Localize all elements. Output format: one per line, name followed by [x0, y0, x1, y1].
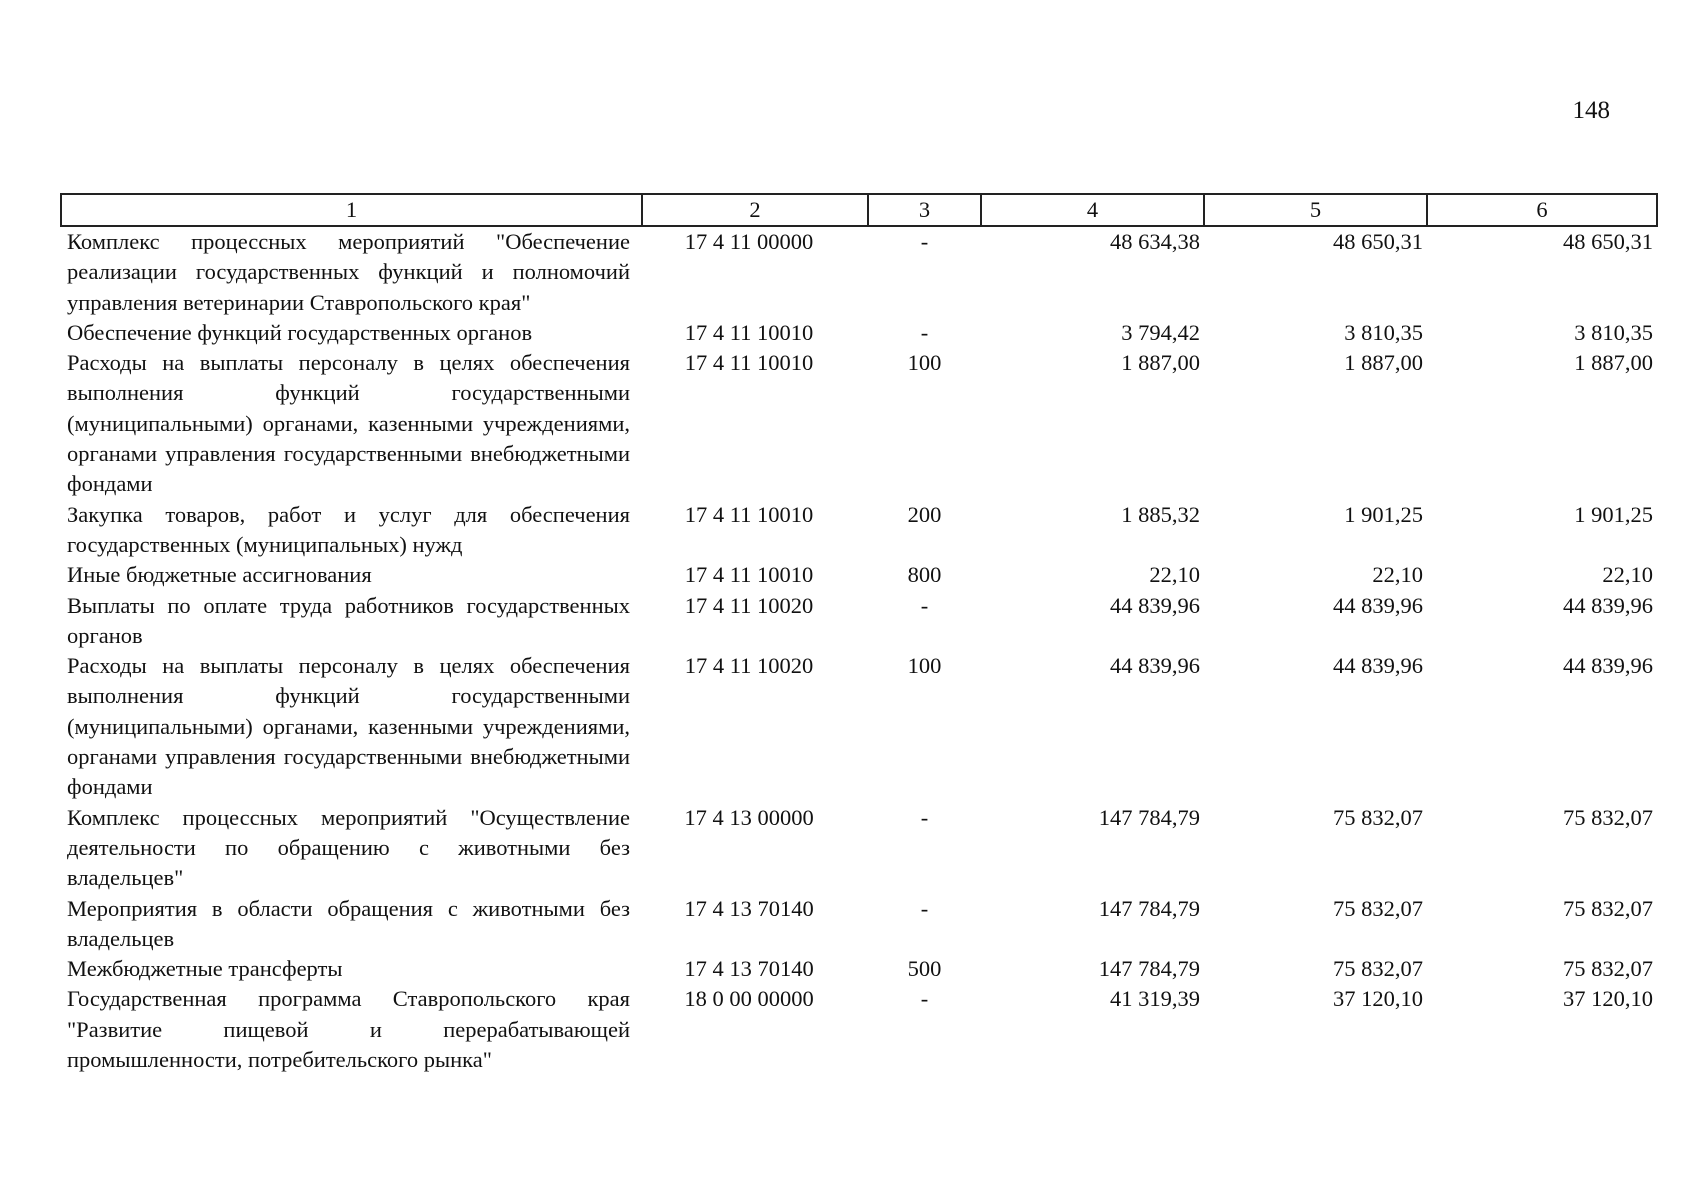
row-code: 17 4 11 10010 — [684, 501, 814, 527]
row-name: Расходы на выплаты персоналу в целях обеспечения выполнения функций государственными (муниципальными) органами, казенными учреждениями, органами управления государственными внебюджетными фондами — [67, 350, 630, 497]
row-expense-type: 100 — [907, 350, 942, 376]
row-amount-2: 1 887,00 — [1344, 350, 1423, 376]
row-code: 17 4 11 10010 — [684, 319, 814, 345]
row-expense-type: - — [920, 229, 929, 254]
page-number: 148 — [1572, 97, 1610, 124]
row-code: 17 4 11 10020 — [684, 592, 814, 618]
row-expense-type: 100 — [907, 653, 942, 679]
table-row — [61, 803, 1657, 894]
row-amount-3: 48 650,31 — [1563, 229, 1653, 254]
row-expense-type: - — [920, 895, 929, 921]
table-header — [61, 194, 1657, 226]
row-amount-1: 147 784,79 — [1098, 956, 1200, 982]
row-code: 17 4 11 10010 — [684, 562, 814, 588]
row-amount-3: 44 839,96 — [1563, 592, 1653, 618]
table-row — [61, 984, 1657, 1075]
row-amount-3: 44 839,96 — [1563, 653, 1653, 679]
table-body — [61, 226, 1657, 1075]
row-amount-2: 22,10 — [1372, 562, 1423, 588]
row-name: Расходы на выплаты персоналу в целях обеспечения выполнения функций государственными (муниципальными) органами, казенными учреждениями, органами управления государственными внебюджетными фондами — [67, 653, 630, 800]
row-amount-1: 1 885,32 — [1121, 501, 1200, 527]
row-amount-3: 75 832,07 — [1563, 895, 1653, 921]
header-row — [61, 194, 1657, 226]
table-row — [61, 500, 1657, 561]
table-row — [61, 651, 1657, 802]
row-code: 17 4 11 10010 — [684, 350, 814, 376]
row-amount-2: 75 832,07 — [1333, 804, 1423, 830]
row-code: 17 4 13 70140 — [684, 895, 814, 921]
table-row — [61, 348, 1657, 499]
row-amount-2: 37 120,10 — [1333, 986, 1423, 1012]
row-amount-1: 147 784,79 — [1098, 895, 1200, 921]
row-amount-3: 1 887,00 — [1574, 350, 1653, 376]
row-name: Иные бюджетные ассигнования — [67, 562, 372, 588]
budget-table — [60, 193, 1658, 1075]
row-expense-type: 500 — [907, 956, 942, 982]
table-row — [61, 318, 1657, 348]
column-header-4: 4 — [981, 194, 1204, 226]
row-amount-2: 48 650,31 — [1333, 229, 1423, 254]
column-header-5: 5 — [1204, 194, 1427, 226]
row-name: Государственная программа Ставропольского края "Развитие пищевой и перерабатывающей промышленности, потребительского рынка" — [67, 986, 630, 1073]
row-amount-2: 1 901,25 — [1344, 501, 1423, 527]
row-amount-1: 3 794,42 — [1121, 319, 1200, 345]
row-expense-type: - — [920, 592, 929, 618]
column-header-3: 3 — [868, 194, 981, 226]
row-name: Комплекс процессных мероприятий "Осуществление деятельности по обращению с животными без владельцев" — [67, 804, 630, 891]
row-expense-type: - — [920, 804, 929, 830]
row-amount-2: 44 839,96 — [1333, 653, 1423, 679]
row-amount-3: 75 832,07 — [1563, 956, 1653, 982]
row-name: Выплаты по оплате труда работников государственных органов — [67, 592, 630, 648]
row-amount-1: 147 784,79 — [1098, 804, 1200, 830]
row-expense-type: 200 — [907, 501, 942, 527]
row-name: Комплекс процессных мероприятий "Обеспечение реализации государственных функций и полномочий управления ветеринарии Ставропольского края" — [67, 229, 630, 315]
row-amount-2: 44 839,96 — [1333, 592, 1423, 618]
table-row — [61, 560, 1657, 590]
row-amount-1: 22,10 — [1149, 562, 1200, 588]
row-name: Обеспечение функций государственных органов — [67, 319, 533, 345]
row-amount-3: 75 832,07 — [1563, 804, 1653, 830]
table-row — [61, 894, 1657, 955]
table-row — [61, 226, 1657, 318]
row-amount-3: 37 120,10 — [1563, 986, 1653, 1012]
row-name: Мероприятия в области обращения с животными без владельцев — [67, 895, 630, 951]
row-amount-3: 3 810,35 — [1574, 319, 1653, 345]
row-amount-1: 41 319,39 — [1110, 986, 1200, 1012]
row-code: 17 4 13 00000 — [684, 804, 814, 830]
column-header-1: 1 — [61, 194, 642, 226]
column-header-6: 6 — [1427, 194, 1657, 226]
row-amount-2: 75 832,07 — [1333, 895, 1423, 921]
row-name: Закупка товаров, работ и услуг для обеспечения государственных (муниципальных) нужд — [67, 501, 630, 557]
row-expense-type: - — [920, 319, 929, 345]
row-code: 18 0 00 00000 — [684, 986, 814, 1012]
row-amount-2: 3 810,35 — [1344, 319, 1423, 345]
column-header-2: 2 — [642, 194, 868, 226]
row-code: 17 4 11 10020 — [684, 653, 814, 679]
row-code: 17 4 11 00000 — [684, 229, 814, 254]
row-amount-2: 75 832,07 — [1333, 956, 1423, 982]
table-row — [61, 954, 1657, 984]
row-amount-3: 1 901,25 — [1574, 501, 1653, 527]
row-expense-type: 800 — [907, 562, 942, 588]
row-code: 17 4 13 70140 — [684, 956, 814, 982]
row-amount-1: 48 634,38 — [1110, 229, 1200, 254]
row-amount-1: 44 839,96 — [1110, 653, 1200, 679]
row-expense-type: - — [920, 986, 929, 1012]
row-amount-1: 1 887,00 — [1121, 350, 1200, 376]
table-row — [61, 591, 1657, 652]
row-amount-1: 44 839,96 — [1110, 592, 1200, 618]
row-name: Межбюджетные трансферты — [67, 956, 343, 982]
row-amount-3: 22,10 — [1602, 562, 1653, 588]
